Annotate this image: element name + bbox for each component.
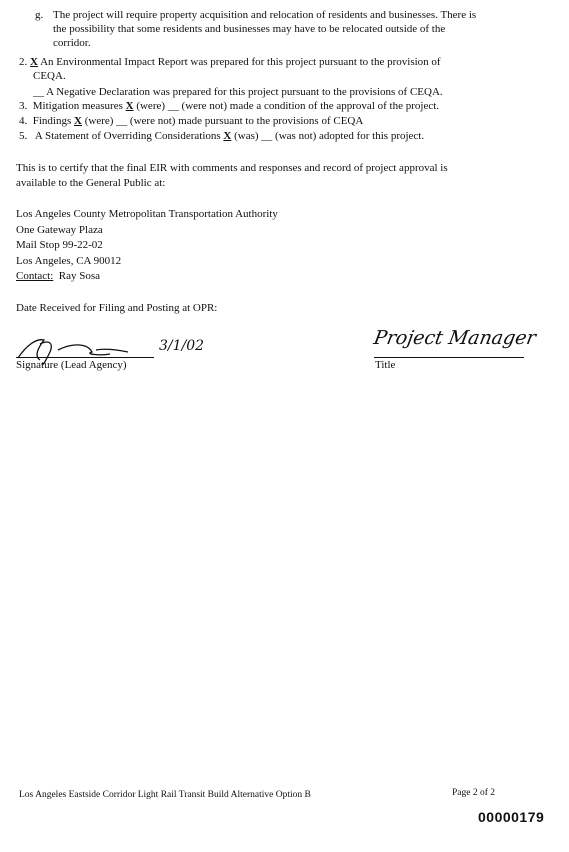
item-2-number: 2. [19,56,28,68]
item-4 [19,115,363,128]
footer-page: Page 2 of 2 [452,788,496,798]
neg-text: A Negative Declaration was prepared for this project pursuant to the provisions of CEQA. [46,86,443,98]
contact-label: Contact: [16,270,54,282]
neg-blank: __ [33,86,44,98]
negative-declaration [33,86,443,99]
item-2 [19,56,441,69]
address-street: One Gateway Plaza [16,224,103,236]
title-label: Title [375,359,396,371]
certify-line2: available to the General Public at: [16,177,166,189]
item-4-mid: (were) [84,115,114,127]
item-2-line2: CEQA. [33,70,66,82]
item-g-line3: corridor. [53,37,91,49]
item-g-label: g. [35,9,44,21]
certify-line1: This is to certify that the final EIR with comments and responses and record of project approval is [16,162,448,174]
item-3-mark: X [125,100,134,112]
item-5 [19,130,424,143]
item-4-post: (were not) made pursuant to the provisions of CEQA [129,115,364,127]
item-3-mid: (were) [136,100,166,112]
item-3-blank: __ [167,100,179,112]
item-2-line1: An Environmental Impact Report was prepared for this project pursuant to the provision of [40,56,441,68]
item-5-mid: (was) [234,130,259,142]
signature-label: Signature (Lead Agency) [16,359,127,371]
signature-rule [16,357,154,358]
footer-project: Los Angeles Eastside Corridor Light Rail Transit Build Alternative Option B [19,790,311,800]
item-4-mark: X [74,115,82,127]
address-org: Los Angeles County Metropolitan Transportation Authority [16,208,278,220]
title-rule [374,357,524,358]
item-5-mark: X [223,130,232,142]
item-5-post: (was not) adopted for this project. [275,130,425,142]
item-3-pre: Mitigation measures [32,100,123,112]
address-mail-stop: Mail Stop 99-22-02 [16,239,103,251]
contact-name: Ray Sosa [58,270,101,282]
document-number: 00000179 [478,809,545,825]
item-5-blank: __ [261,130,273,142]
item-3-number: 3. [19,100,28,112]
filing-line: Date Received for Filing and Posting at OPR: [16,302,218,314]
item-5-pre: A Statement of Overriding Considerations [34,130,221,142]
item-5-number: 5. [19,130,28,142]
item-g-line2: the possibility that some residents and businesses may have to be relocated outside of the [53,23,446,35]
item-g-line1: The project will require property acquisition and relocation of residents and businesses. There is [53,9,477,21]
title-handwritten: Project Manager [372,327,538,349]
address-city: Los Angeles, CA 90012 [16,255,122,267]
item-3 [19,100,439,113]
item-2-mark: X [30,56,38,68]
item-4-pre: Findings [32,115,72,127]
address-contact [16,270,100,283]
signature-date: 3/1/02 [159,338,205,354]
item-3-post: (were not) made a condition of the approval of the project. [181,100,440,112]
item-4-blank: __ [116,115,128,127]
item-4-number: 4. [19,115,28,127]
